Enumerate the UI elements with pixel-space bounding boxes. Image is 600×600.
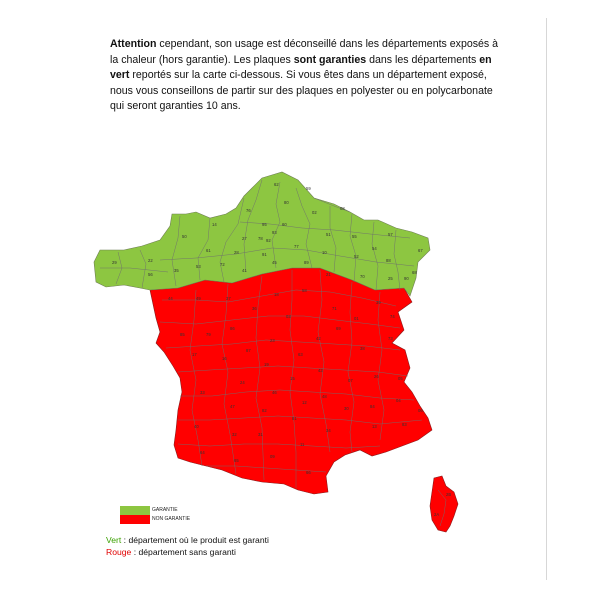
dept-label: 04 [396,398,401,403]
note-red-text: : département sans garanti [131,547,236,557]
dept-label: 13 [372,424,377,429]
dept-label: 58 [302,288,307,293]
dept-label: 69 [336,326,341,331]
dept-label: 90 [404,276,409,281]
map-region-non-garantie [150,268,432,494]
intro-bold-garanties: sont garanties [293,53,367,66]
dept-label: 87 [246,348,251,353]
intro-text-3: reportés sur la carte ci-dessous. Si vous êtes dans un département exposé, nous vous conseillons de partir sur des plaques en polyester ou en polycarbonate qui seront garanties 10 ans. [110,69,493,112]
dept-label: 82 [262,408,267,413]
dept-label: 56 [148,272,153,277]
legend-non-garantie [120,515,190,524]
dept-label: 54 [372,246,377,251]
dept-label: 68 [412,270,417,275]
note-green-text: : département où le produit est garanti [121,535,269,545]
dept-label: 70 [360,274,365,279]
dept-label: 43 [318,368,323,373]
dept-label: 61 [206,248,211,253]
dept-label: 11 [300,442,305,447]
dept-label: 17 [192,352,197,357]
dept-label: 10 [322,250,327,255]
dept-label: 60 [282,222,287,227]
dept-label: 27 [242,236,247,241]
dept-label: 51 [326,232,331,237]
dept-label: 33 [200,390,205,395]
dept-label: 22 [148,258,153,263]
dept-label: 44 [168,296,173,301]
dept-label: 45 [272,260,277,265]
dept-label: 55 [352,234,357,239]
dept-label: 81 [292,416,297,421]
dept-label: 72 [220,262,225,267]
dept-label: 88 [386,258,391,263]
dept-label: 01 [354,316,359,321]
dept-label: 78 [258,236,263,241]
dept-label: 95 [262,222,267,227]
map-region-corse [430,476,458,532]
legend-garantie [120,506,190,515]
dept-label: 07 [348,378,353,383]
dept-label: 48 [322,394,327,399]
dept-label: 71 [332,306,337,311]
legend-label-garantie: GARANTIE [152,507,178,513]
dept-label: 62 [274,182,279,187]
dept-label: 21 [326,272,331,277]
dept-label: 39 [376,300,381,305]
dept-label: 91 [262,252,267,257]
dept-label: 05 [398,376,403,381]
dept-label: 89 [304,260,309,265]
dept-label: 40 [194,424,199,429]
dept-label: 46 [272,390,277,395]
dept-label: 42 [316,336,321,341]
dept-label: 57 [388,232,393,237]
dept-label: 35 [174,268,179,273]
dept-label: 18 [274,292,279,297]
legend-label-non-garantie: NON GARANTIE [152,516,191,522]
dept-label: 02 [312,210,317,215]
dept-label: 47 [230,404,235,409]
dept-label: 37 [226,296,231,301]
dept-label: 25 [388,276,393,281]
dept-label: 83 [402,422,407,427]
dept-label: 84 [370,404,375,409]
dept-label: 23 [270,338,275,343]
dept-label: 2B [446,492,452,497]
note-green-word: Vert [106,535,122,545]
dept-label: 28 [234,250,239,255]
dept-label: 14 [212,222,217,227]
dept-label: 16 [222,356,227,361]
dept-label: 64 [200,450,205,455]
dept-label: 09 [270,454,275,459]
dept-label: 65 [234,458,239,463]
color-notes [106,534,269,558]
note-red-word: Rouge [106,547,132,557]
dept-label: 66 [306,470,311,475]
dept-label: 2A [434,512,440,517]
dept-label: 41 [242,268,247,273]
dept-label: 06 [418,408,423,413]
dept-label: 86 [230,326,235,331]
dept-label: 38 [360,346,365,351]
dept-label: 80 [284,200,289,205]
dept-label: 93 [272,230,277,235]
dept-label: 79 [206,332,211,337]
intro-bold-en-vert: en vert [110,53,492,81]
intro-text-1: cependant, son usage est déconseillé dans les départements exposés à la chaleur (hors garantie). Les plaques [110,38,499,66]
intro-attention-word: Attention [110,38,157,50]
note-green-line [106,534,269,546]
dept-label: 08 [340,206,345,211]
dept-label: 12 [302,400,307,405]
dept-label: 49 [196,296,201,301]
dept-label: 29 [112,260,117,265]
dept-label: 59 [306,186,311,191]
dept-label: 24 [240,380,245,385]
dept-label: 67 [418,248,423,253]
dept-label: 31 [258,432,263,437]
dept-label: 36 [252,306,257,311]
dept-label: 74 [390,314,395,319]
dept-label: 52 [354,254,359,259]
dept-label: 30 [344,406,349,411]
dept-label: 77 [294,244,299,249]
intro-text-2: dans les départements [366,53,480,66]
legend-swatch-green [120,506,150,515]
dept-label: 32 [232,432,237,437]
dept-label: 53 [196,264,201,269]
legend-swatch-red [120,515,150,524]
dept-label: 63 [298,352,303,357]
dept-label: 34 [326,428,331,433]
dept-label: 76 [246,208,251,213]
dept-label: 19 [264,362,269,367]
dept-label: 50 [182,234,187,239]
dept-label: 92 [266,238,271,243]
note-red-line [106,546,269,558]
dept-label: 26 [374,374,379,379]
dept-label: 15 [290,376,295,381]
dept-label: 85 [180,332,185,337]
dept-label: 73 [388,336,393,341]
dept-label: 03 [286,314,291,319]
